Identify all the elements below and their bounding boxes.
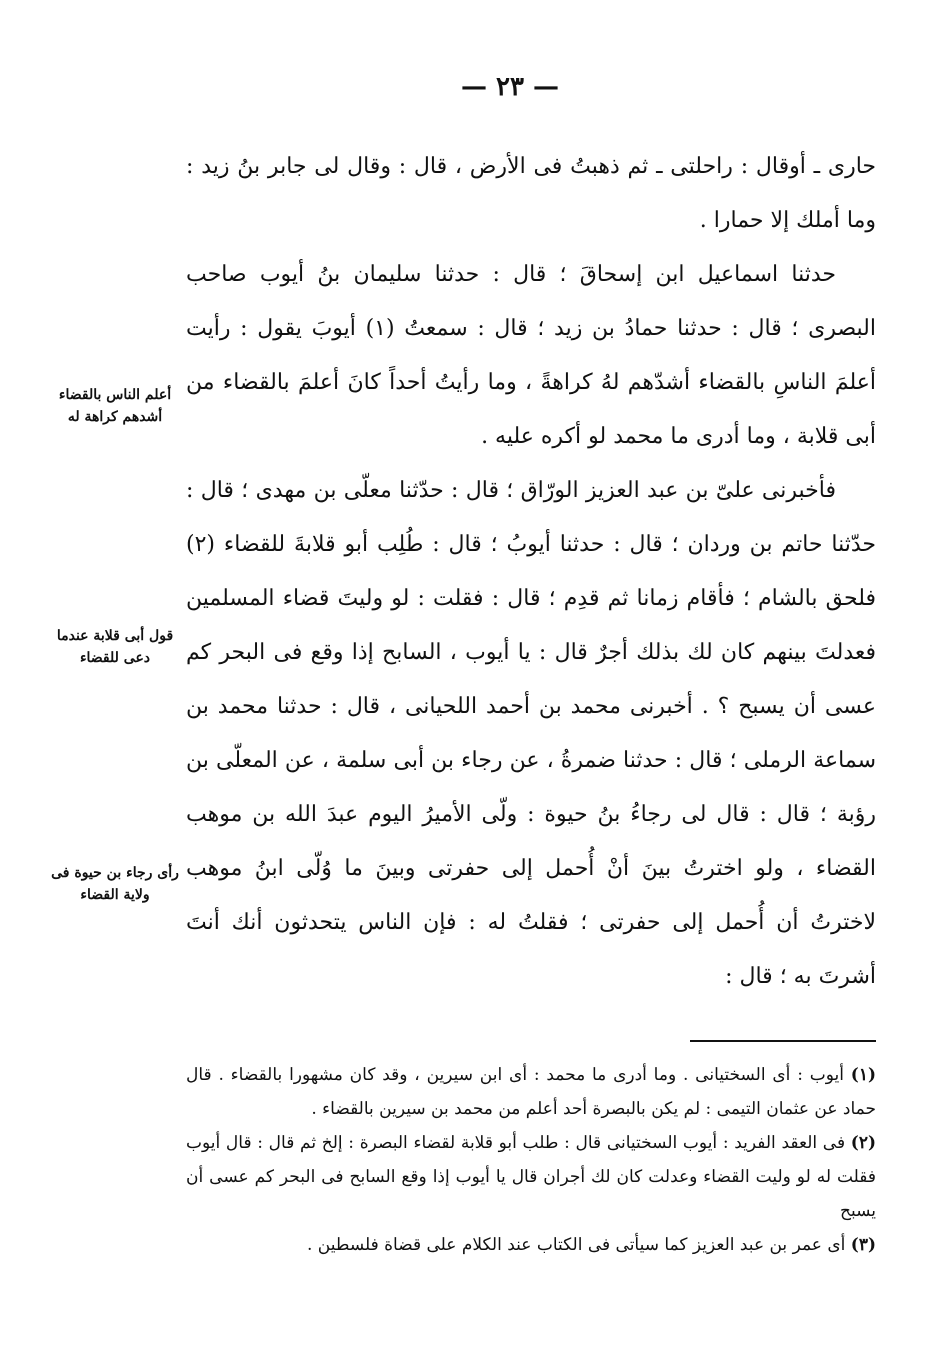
footnotes-section [186, 1058, 876, 1262]
footnote-divider [690, 1040, 876, 1042]
margin-note-1: أعلم الناس بالقضاء أشدهم كراهة له [58, 387, 172, 425]
margin-note-3: رأى رجاء بن حيوة فى ولاية القضاء [51, 865, 179, 903]
footnote-text: فى العقد الفريد : أيوب السختيانى قال : طلب أبو قلابة لقضاء البصرة : إلخ ثم قال : قال أيوب فقلت له لو وليت القضاء وعدلت كان لك أجران قال يا أيوب إذا وقع السابح فى البحر كم عسى أن يسبح [186, 1133, 876, 1221]
footnote-number: (٣) [850, 1235, 876, 1255]
margin-note-2: قول أبى قلابة عندما دعى للقضاء [56, 628, 174, 666]
footnote-3 [186, 1228, 876, 1262]
paragraph-3: فأخبرنى علىّ بن عبد العزيز الورّاق ؛ قال : حدّثنا معلّى بن مهدى ؛ قال : حدّثنا حاتم بن وردان ؛ قال : حدثنا أيوبُ ؛ قال : طُلِب أبو قلابةَ للقضاء (٢) فلحق بالشام ؛ فأقام زمانا ثم قدِم ؛ قال : فقلت : لو وليتَ قضاء المسلمين فعدلتَ بينهم كان لك بذلك أجرٌ قال : يا أيوب ، السابح إذا وقع فى البحر كم عسى أن يسبح ؟ . أخبرنى محمد بن أحمد اللحيانى ، قال : حدثنا محمد بن سماعة الرملى ؛ قال : حدثنا ضمرةُ ، عن رجاء بن أبى سلمة ، عن المعلّى بن رؤبة ؛ قال : قال لى رجاءُ بنُ حيوة : ولّى الأميرُ اليوم عبدَ الله بن موهب القضاء ، ولو اخترتُ بينَ أنْ أُحمل إلى حفرتى وبينَ ما وُلّى ابنُ موهب لاخترتُ أن أُحمل إلى حفرتى ؛ فقلتُ له : فإن الناس يتحدثون أنك أنتَ أشرتَ به ؛ قال : [186, 478, 876, 989]
footnote-number: (١) [850, 1065, 877, 1085]
paragraph-1: حارى ـ أوقال : راحلتى ـ ثم ذهبتُ فى الأرض ، قال : وقال لى جابر بنُ زيد : وما أملك إلا حمارا . [186, 154, 876, 233]
footnote-1 [186, 1058, 876, 1126]
paragraph-2: حدثنا اسماعيل ابن إسحاقَ ؛ قال : حدثنا سليمان بنُ أيوب صاحب البصرى ؛ قال : حدثنا حمادُ بن زيد ؛ قال : سمعتُ (١) أيوبَ يقول : رأيت أعلمَ الناسِ بالقضاء أشدّهم لهُ كراهةً ، وما رأيتُ أحداً كانَ أعلمَ بالقضاء من أبى قلابة ، وما أدرى ما محمد لو أكره عليه . [186, 262, 876, 449]
footnote-text: أى عمر بن عبد العزيز كما سيأتى فى الكتاب عند الكلام على قضاة فلسطين . [307, 1235, 846, 1255]
footnote-text: أيوب : أى السختيانى . وما أدرى ما محمد : أى ابن سيرين ، وقد كان مشهورا بالقضاء . قال حماد عن عثمان التيمى : لم يكن بالبصرة أحد أعلم من محمد بن سيرين بالقضاء . [186, 1065, 876, 1119]
page-number: — ٢٣ — [460, 72, 560, 102]
footnote-2 [186, 1126, 876, 1228]
main-text-body [186, 140, 876, 1004]
footnote-number: (٢) [850, 1133, 876, 1153]
